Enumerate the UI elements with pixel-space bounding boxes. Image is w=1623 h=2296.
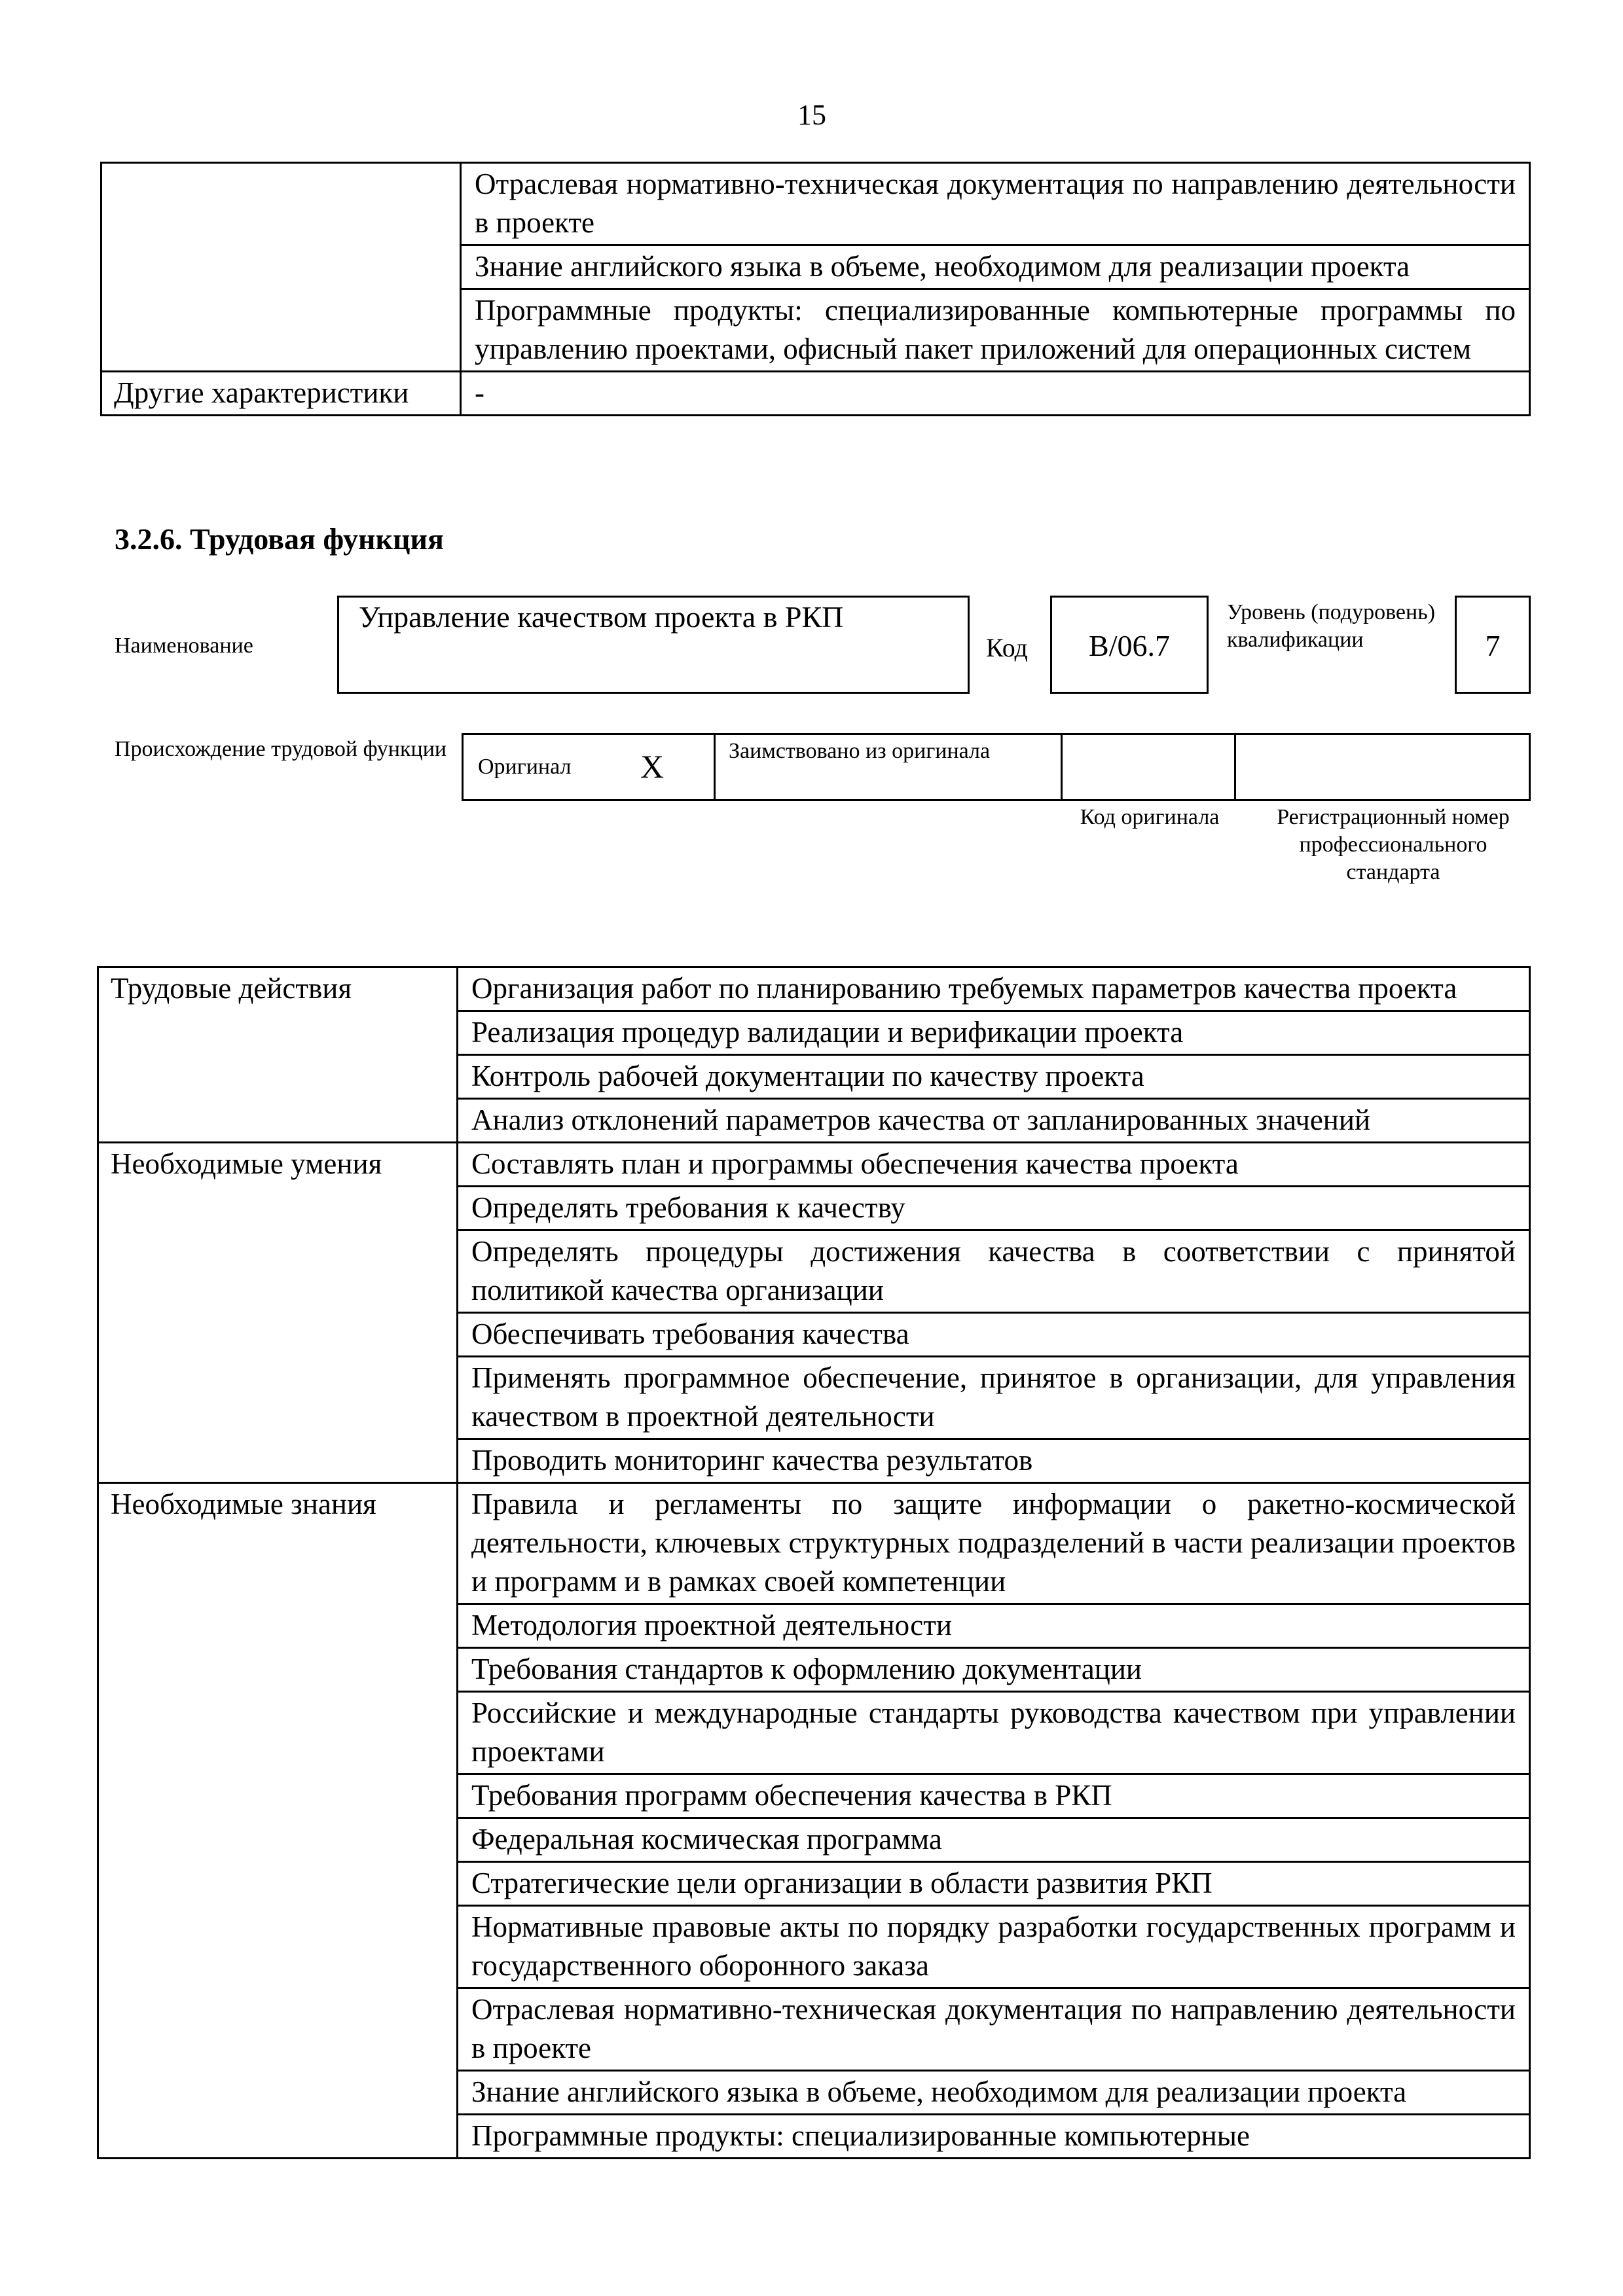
table-row bbox=[101, 163, 1530, 245]
row-item-text: Применять программное обеспечение, принятое в организации, для управления качеством в проектной деятельности bbox=[458, 1357, 1530, 1439]
row-item-text: Российские и международные стандарты руководства качеством при управлении проектами bbox=[458, 1692, 1530, 1774]
row-category-label: Необходимые знания bbox=[98, 1483, 458, 2159]
row-item-text: Знание английского языка в объеме, необходимом для реализации проекта bbox=[461, 245, 1530, 289]
registration-number-caption: Регистрационный номер профессионального стандарта bbox=[1277, 805, 1510, 884]
function-code-value: B/06.7 bbox=[1089, 629, 1170, 662]
row-item-text: Реализация процедур валидации и верификации проекта bbox=[458, 1011, 1530, 1055]
function-name-box bbox=[337, 596, 970, 694]
row-category-label: Другие характеристики bbox=[101, 372, 461, 416]
table-row bbox=[98, 967, 1530, 1011]
row-category-label bbox=[101, 163, 461, 372]
qualification-level-value: 7 bbox=[1485, 629, 1501, 662]
name-label: Наименование bbox=[115, 634, 253, 658]
row-item-text: Программные продукты: специализированные компьютерные программы по управлению проектами, офисный пакет приложений для операционных систем bbox=[461, 289, 1530, 372]
row-item-text: Контроль рабочей документации по качеству проекта bbox=[458, 1055, 1530, 1099]
row-item-text: Организация работ по планированию требуемых параметров качества проекта bbox=[458, 967, 1530, 1011]
function-code-box bbox=[1050, 596, 1209, 694]
table-row bbox=[98, 1483, 1530, 1604]
row-item-text: Стратегические цели организации в области развития РКП bbox=[458, 1862, 1530, 1906]
top-table-body bbox=[101, 163, 1530, 416]
top-table bbox=[100, 162, 1531, 416]
row-category-label: Трудовые действия bbox=[98, 967, 458, 1143]
row-item-text: - bbox=[461, 372, 1530, 416]
row-item-text: Требования стандартов к оформлению документации bbox=[458, 1648, 1530, 1692]
bottom-table-body bbox=[98, 967, 1530, 2159]
row-category-label: Необходимые умения bbox=[98, 1143, 458, 1483]
table-row bbox=[98, 1143, 1530, 1187]
row-item-text: Определять требования к качеству bbox=[458, 1187, 1530, 1230]
qualification-level-label: Уровень (подуровень) квалификации bbox=[1227, 600, 1436, 652]
row-item-text: Федеральная космическая программа bbox=[458, 1818, 1530, 1862]
origin-borrowed-cell bbox=[716, 735, 1063, 799]
function-name-value: Управление качеством проекта в РКП bbox=[359, 600, 844, 634]
origin-box bbox=[462, 733, 1531, 801]
row-item-text: Программные продукты: специализированные компьютерные bbox=[458, 2115, 1530, 2159]
code-label: Код bbox=[986, 633, 1028, 662]
qualification-level-box bbox=[1455, 596, 1531, 694]
original-label: Оригинал bbox=[478, 755, 572, 779]
row-item-text: Отраслевая нормативно-техническая документация по направлению деятельности в проекте bbox=[458, 1988, 1530, 2071]
origin-original-cell bbox=[464, 735, 716, 799]
row-item-text: Обеспечивать требования качества bbox=[458, 1313, 1530, 1357]
row-item-text: Нормативные правовые акты по порядку разработки государственных программ и государственного оборонного заказа bbox=[458, 1906, 1530, 1988]
row-item-text: Правила и регламенты по защите информации о ракетно-космической деятельности, ключевых структурных подразделений в части реализации проектов и программ и в рамках своей компетенции bbox=[458, 1483, 1530, 1604]
row-item-text: Анализ отклонений параметров качества от запланированных значений bbox=[458, 1099, 1530, 1143]
row-item-text: Составлять план и программы обеспечения качества проекта bbox=[458, 1143, 1530, 1187]
borrowed-label: Заимствовано из оригинала bbox=[729, 739, 991, 763]
bottom-table bbox=[97, 966, 1531, 2159]
section-heading: 3.2.6. Трудовая функция bbox=[115, 522, 444, 556]
row-item-text: Отраслевая нормативно-техническая документация по направлению деятельности в проекте bbox=[461, 163, 1530, 245]
row-item-text: Методология проектной деятельности bbox=[458, 1604, 1530, 1648]
origin-label: Происхождение трудовой функции bbox=[115, 737, 447, 761]
original-mark: X bbox=[640, 748, 665, 785]
original-code-caption: Код оригинала bbox=[1080, 805, 1220, 829]
row-item-text: Знание английского языка в объеме, необходимом для реализации проекта bbox=[458, 2071, 1530, 2115]
origin-code-cell bbox=[1063, 735, 1236, 799]
row-item-text: Определять процедуры достижения качества в соответствии с принятой политикой качества организации bbox=[458, 1230, 1530, 1313]
page-number: 15 bbox=[797, 99, 826, 131]
row-item-text: Требования программ обеспечения качества в РКП bbox=[458, 1774, 1530, 1818]
origin-reg-number-cell bbox=[1236, 735, 1529, 799]
row-item-text: Проводить мониторинг качества результатов bbox=[458, 1439, 1530, 1483]
table-row bbox=[101, 372, 1530, 416]
